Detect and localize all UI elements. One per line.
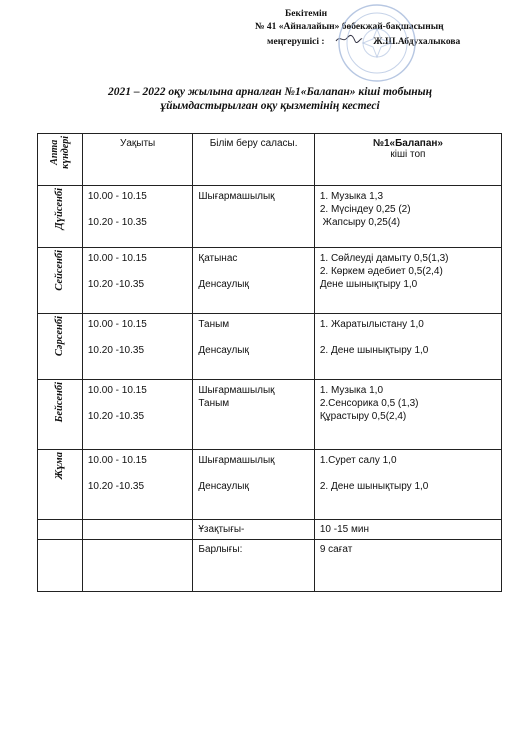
lesson-cell <box>314 314 501 380</box>
lesson-item: 1.Сурет салу 1,0 <box>319 455 397 466</box>
area-item: Шығармашылық <box>198 191 275 202</box>
empty-cell <box>38 520 83 540</box>
time-slot: 10.20 -10.35 <box>87 279 145 290</box>
empty-cell <box>82 540 193 592</box>
empty-cell <box>82 520 193 540</box>
day-cell <box>38 380 83 450</box>
approval-role: меңгерушісі : <box>267 37 325 47</box>
lesson-item: Дене шынықтыру 1,0 <box>319 279 418 290</box>
header-group-sub: кіші топ <box>390 149 426 160</box>
area-cell <box>193 314 314 380</box>
time-cell <box>82 186 193 248</box>
table-header-row <box>38 134 502 186</box>
area-cell <box>193 450 314 520</box>
lesson-cell <box>314 450 501 520</box>
table-row <box>38 450 502 520</box>
area-cell <box>193 186 314 248</box>
lesson-item: 2. Көркем әдебиет 0,5(2,4) <box>319 266 443 277</box>
approval-heading: Бекітемін <box>285 9 328 19</box>
day-label: Жұма <box>54 452 66 480</box>
time-slot: 10.20 -10.35 <box>87 481 145 492</box>
time-cell <box>82 314 193 380</box>
title-line-1: 2021 – 2022 оқу жылына арналған №1«Балапан» кіші тобының <box>107 86 433 98</box>
seal-stamp-icon <box>336 2 418 84</box>
summary-row-duration <box>38 520 502 540</box>
duration-label: Ұзақтығы- <box>193 520 314 540</box>
duration-value: 10 -15 мин <box>314 520 501 540</box>
day-label: Дүйсенбі <box>54 188 66 230</box>
header-group <box>314 134 501 186</box>
area-item: Қатынас <box>198 253 238 264</box>
time-slot: 10.00 - 10.15 <box>87 385 147 396</box>
table-row <box>38 248 502 314</box>
area-item: Таным <box>198 398 230 409</box>
time-cell <box>82 248 193 314</box>
time-slot: 10.00 - 10.15 <box>87 253 147 264</box>
lesson-item: Құрастыру 0,5(2,4) <box>319 411 407 422</box>
lesson-item: 2.Сенсорика 0,5 (1,3) <box>319 398 419 409</box>
area-item: Шығармашылық <box>198 455 275 466</box>
header-day <box>38 134 83 186</box>
area-item: Денсаулық <box>198 345 249 356</box>
area-item: Денсаулық <box>198 279 249 290</box>
day-label: Бейсенбі <box>54 382 66 423</box>
table-row <box>38 186 502 248</box>
area-cell <box>193 248 314 314</box>
day-cell <box>38 186 83 248</box>
total-value: 9 сағат <box>314 540 501 592</box>
lesson-item: 2. Дене шынықтыру 1,0 <box>319 345 429 356</box>
table-row <box>38 380 502 450</box>
lesson-item: 2. Мүсіндеу 0,25 (2) <box>319 204 411 215</box>
header-group-name: №1«Балапан» <box>372 138 443 149</box>
header-area: Білім беру саласы. <box>193 134 314 186</box>
lesson-item: 1. Музыка 1,3 <box>319 191 384 202</box>
total-label: Барлығы: <box>193 540 314 592</box>
lesson-item: Жапсыру 0,25(4) <box>319 217 401 228</box>
empty-cell <box>38 540 83 592</box>
area-item: Таным <box>198 319 230 330</box>
time-slot: 10.00 - 10.15 <box>87 191 147 202</box>
table-row <box>38 314 502 380</box>
day-cell <box>38 450 83 520</box>
day-cell <box>38 248 83 314</box>
day-label: Сәрсенбі <box>54 316 66 357</box>
day-label: Сейсенбі <box>54 250 66 291</box>
schedule-table <box>37 133 502 592</box>
lesson-item: 1. Сөйлеуді дамыту 0,5(1,3) <box>319 253 449 264</box>
lesson-item: 2. Дене шынықтыру 1,0 <box>319 481 429 492</box>
area-item: Денсаулық <box>198 481 249 492</box>
time-cell <box>82 380 193 450</box>
summary-row-total <box>38 540 502 592</box>
lesson-cell <box>314 186 501 248</box>
lesson-cell <box>314 380 501 450</box>
area-cell <box>193 380 314 450</box>
time-slot: 10.20 -10.35 <box>87 411 145 422</box>
title-line-2: ұйымдастырылған оқу қызметінің кестесі <box>160 100 380 112</box>
time-slot: 10.20 - 10.35 <box>87 217 147 228</box>
time-slot: 10.20 -10.35 <box>87 345 145 356</box>
lesson-cell <box>314 248 501 314</box>
time-cell <box>82 450 193 520</box>
lesson-item: 1. Жаратылыстану 1,0 <box>319 319 424 330</box>
area-item: Шығармашылық <box>198 385 275 396</box>
time-slot: 10.00 - 10.15 <box>87 319 147 330</box>
header-day-label: Апта күндері <box>48 136 71 169</box>
approval-organization: № 41 «Айналайын» бөбекжай-бақшасының <box>255 22 444 32</box>
lesson-item: 1. Музыка 1,0 <box>319 385 384 396</box>
document-title <box>40 85 500 113</box>
time-slot: 10.00 - 10.15 <box>87 455 147 466</box>
approval-name: Ж.Ш.Абдухалыкова <box>373 37 461 47</box>
day-cell <box>38 314 83 380</box>
header-time: Уақыты <box>82 134 193 186</box>
